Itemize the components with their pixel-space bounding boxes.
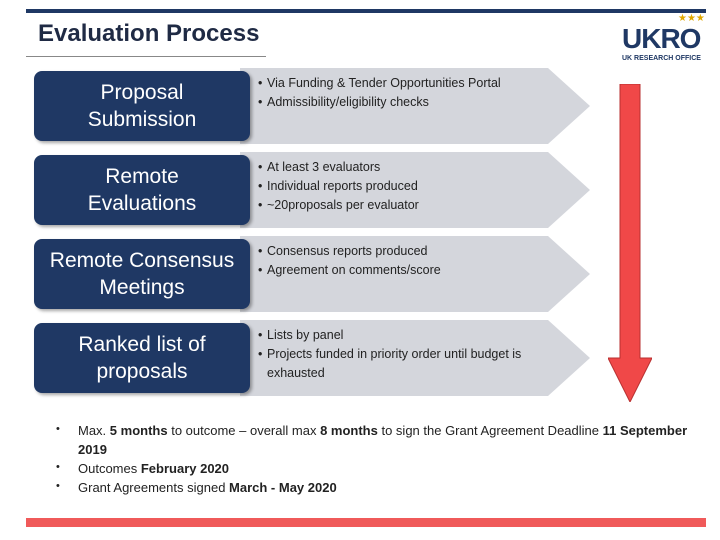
bullet-item: • Consensus reports produced — [258, 242, 558, 261]
note-item — [56, 460, 696, 479]
bullet-item: • Admissibility/eligibility checks — [258, 93, 558, 112]
ukro-logo — [618, 13, 710, 63]
note-emphasis: 11 September 2019 — [78, 423, 688, 457]
step-box: Remote Evaluations — [34, 155, 250, 225]
logo-text: UKRO — [622, 23, 701, 54]
step-box: Proposal Submission — [34, 71, 250, 141]
timeline-notes — [56, 422, 696, 497]
note-text: Max. — [78, 423, 110, 438]
note-item — [56, 422, 696, 460]
note-emphasis: 5 months — [109, 423, 168, 438]
stars-icon: ★★★ — [678, 13, 705, 24]
step-bullets — [258, 242, 558, 280]
timeline-down-arrow-icon — [608, 84, 652, 402]
bullet-item: • At least 3 evaluators — [258, 158, 558, 177]
note-emphasis: 8 months — [320, 423, 378, 438]
step-proposal-submission — [30, 68, 590, 144]
step-box: Ranked list of proposals — [34, 323, 250, 393]
note-emphasis: February 2020 — [140, 460, 230, 476]
note-item — [56, 479, 696, 498]
step-bullets — [258, 158, 558, 214]
logo-subtitle: UK RESEARCH OFFICE — [622, 55, 701, 62]
step-bullets — [258, 74, 558, 112]
step-ranked-list — [30, 320, 590, 396]
title-underline — [26, 56, 266, 57]
footer-bar — [26, 518, 706, 527]
step-remote-evaluations — [30, 152, 590, 228]
bullet-item: • Via Funding & Tender Opportunities Portal — [258, 74, 558, 93]
note-emphasis: March - May 2020 — [229, 479, 337, 495]
step-box: Remote Consensus Meetings — [34, 239, 250, 309]
page-title: Evaluation Process — [38, 20, 260, 47]
note-text: Grant Agreements signed — [78, 479, 230, 495]
top-border-bar — [26, 9, 706, 13]
step-remote-consensus-meetings — [30, 236, 590, 312]
bullet-item: • ~20proposals per evaluator — [258, 196, 558, 215]
bullet-item: • Agreement on comments/score — [258, 261, 558, 280]
note-text: Outcomes — [78, 460, 141, 476]
step-bullets — [258, 326, 558, 382]
bullet-item: • Individual reports produced — [258, 177, 558, 196]
bullet-item: • Projects funded in priority order until budget is exhausted — [258, 345, 558, 383]
note-text: to outcome – overall max — [167, 423, 321, 438]
bullet-item: • Lists by panel — [258, 326, 558, 345]
note-text: to sign the Grant Agreement Deadline — [377, 423, 603, 438]
